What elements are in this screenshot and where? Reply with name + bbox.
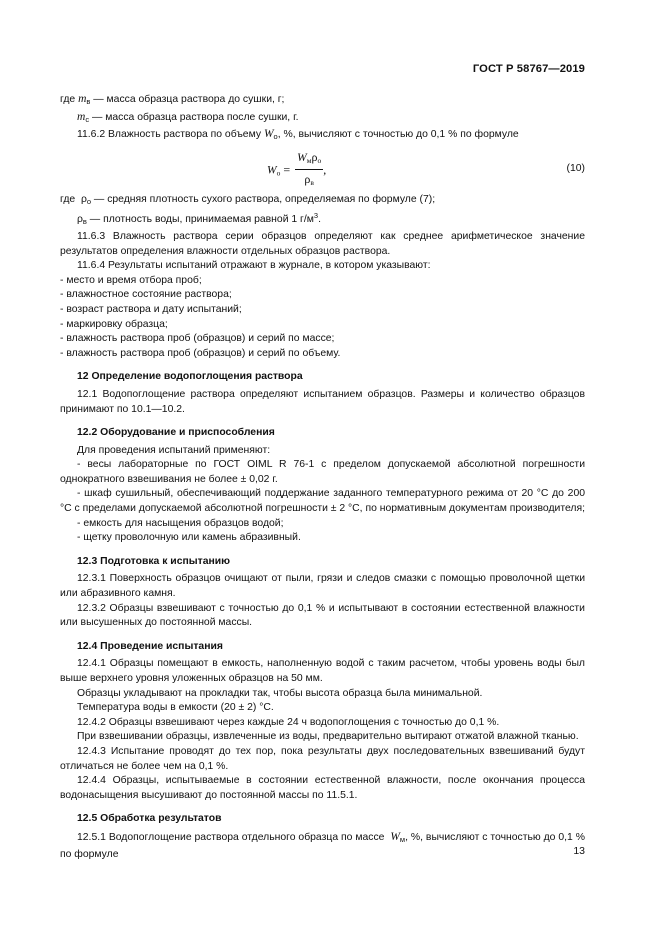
page-content [60,92,585,862]
para-12-4-2-b: При взвешивании образцы, извлеченные из воды, предварительно вытирают отжатой влажной тканью. [77,731,579,743]
formula-10-denominator: $\rho_в$ [304,172,314,188]
where-mb: где $m_в$ — масса образца раствора до сушки, г; [60,93,285,106]
para-12-5-1: 12.5.1 Водопоглощение раствора отдельного образца по массе $W_м$, %, вычисляют с точностью до 0,1 % по формуле [60,830,585,860]
journal-item: - влажность раствора проб (образцов) и серий по объему. [60,347,341,359]
para-12-4-1: 12.4.1 Образцы помещают в емкость, наполненную водой с таким расчетом, чтобы уровень воды был выше верхнего уровня уложенных образцов на 50 мм. [60,658,585,684]
journal-item: - маркировку образца; [60,318,168,330]
equipment-item: - щетку проволочную или камень абразивный. [77,532,301,544]
para-12-3-1: 12.3.1 Поверхность образцов очищают от пыли, грязи и следов смазки с помощью проволочной щетки или абразивного камня. [60,573,585,600]
page-number: 13 [573,845,585,857]
formula-10-numerator: $W_м\rho_о$ [295,150,323,171]
formula-10-number: (10) [566,162,585,174]
section-12-title: 12 Определение водопоглощения раствора [77,371,303,383]
para-11-6-2: 11.6.2 Влажность раствора по объему $W_о$, %, вычисляют с точностью до 0,1 % по формуле [77,128,519,142]
para-11-6-4: 11.6.4 Результаты испытаний отражают в журнале, в котором указывают: [77,260,431,272]
journal-item: - влажностное состояние раствора; [60,289,232,301]
section-12-4-title: 12.4 Проведение испытания [77,640,223,652]
equipment-item: - весы лабораторные по ГОСТ OIML R 76-1 с пределом допускаемой абсолютной погрешности однократного взвешивания не более ± 0,02 г. [60,459,585,485]
page-header: ГОСТ Р 58767—2019 [472,63,585,75]
para-11-6-3: 11.6.3 Влажность раствора серии образцов определяют как среднее арифметическое значение результатов определения влажности отдельных образцов раствора. [60,230,585,257]
formula-10-expression: $W_о$ = $\frac{W_м\rho_о}{\rho_в}$ , [267,150,326,191]
para-12-4-1-c: Температура воды в емкости (20 ± 2) °С. [77,702,274,714]
equipment-item: - шкаф сушильный, обеспечивающий поддержание заданного температурного режима от 20 °С до 200 °С с пределами допускаемой абсолютной погрешности ± 2 °С, по нормативным документам производителя; [60,488,585,515]
formula-10 [60,147,585,191]
journal-item: - возраст раствора и дату испытаний; [60,303,242,315]
where-mc: $m_с$ — масса образца раствора после сушки, г. [77,110,299,124]
equipment-item: - емкость для насыщения образцов водой; [77,517,284,529]
para-12-4-4: 12.4.4 Образцы, испытываемые в состоянии естественной влажности, после окончания процесса водонасыщения высушивают до постоянной массы по 11.5.1. [60,775,585,801]
para-12-4-2: 12.4.2 Образцы взвешивают через каждые 24 ч водопоглощения с точностью до 0,1 %. [77,716,500,728]
journal-item: - место и время отбора проб; [60,274,202,286]
where-rho-o: где $\rho_о$ — средняя плотность сухого раствора, определяемая по формуле (7); [60,193,436,206]
para-12-4-3: 12.4.3 Испытание проводят до тех пор, пока результаты двух последовательных взвешиваний будут отличаться не более чем на 0,1 %. [60,745,585,772]
journal-item: - влажность раствора проб (образцов) и серий по массе; [60,333,335,345]
section-12-2-title: 12.2 Оборудование и приспособления [77,427,275,439]
where-rho-v: $\rho_в$ — плотность воды, принимаемая равной 1 $г/м^3$. [77,211,321,227]
section-12-5-title: 12.5 Обработка результатов [77,813,222,825]
para-12-2-intro: Для проведения испытаний применяют: [77,444,271,456]
para-12-4-1-b: Образцы укладывают на прокладки так, чтобы высота образца была минимальной. [77,687,483,699]
section-12-3-title: 12.3 Подготовка к испытанию [77,555,231,567]
para-12-3-2: 12.3.2 Образцы взвешивают с точностью до 0,1 % и испытывают в состоянии естественной влажности или высушенных до постоянной массы. [60,602,585,629]
formula-10-fraction [295,150,323,191]
para-12-1: 12.1 Водопоглощение раствора определяют испытанием образцов. Размеры и количество образцов принимают по 10.1—10.2. [60,388,585,415]
